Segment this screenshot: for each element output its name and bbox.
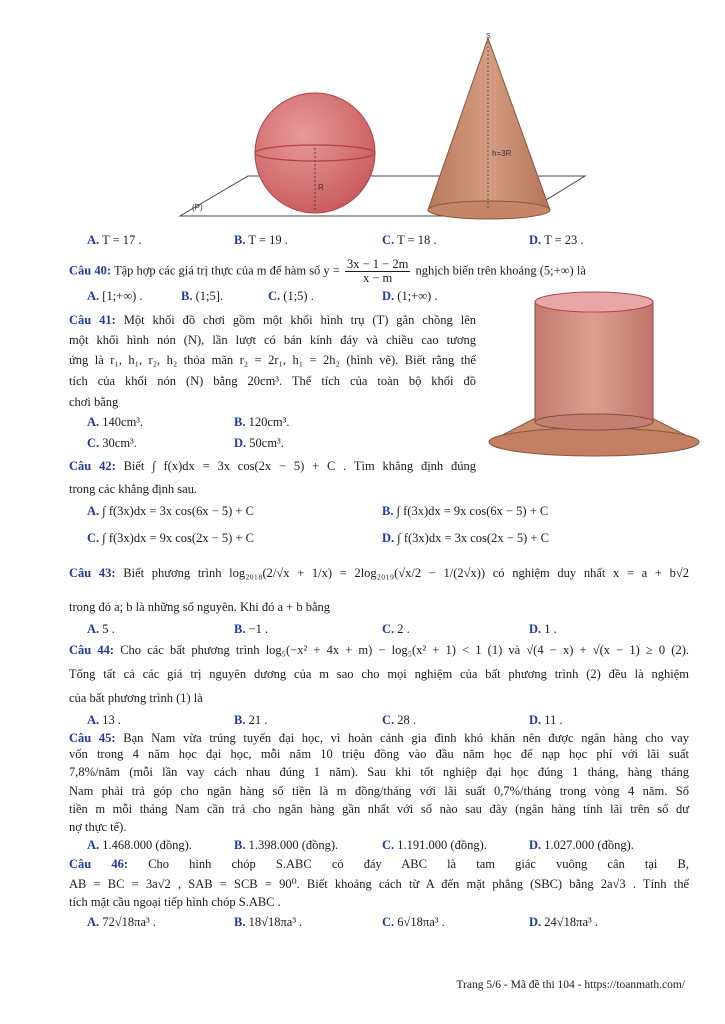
q44-line-3: của bất phương trình (1) là (69, 691, 203, 705)
q43-option-c[interactable]: C. 2 . (382, 622, 410, 636)
cylinder-cone-figure (485, 290, 703, 460)
q42-option-a[interactable]: A. ∫ f(3x)dx = 3x cos(6x − 5) + C (87, 504, 254, 518)
q41-option-b[interactable]: B. 120cm³. (234, 415, 290, 429)
q39-option-b[interactable]: B. T = 19 . (234, 233, 288, 247)
q43-line-1: Câu 43: Biết phương trình log₂₀₁₈(2/√x + 1/x) = 2log₂₀₁₉(√x/2 − 1/(2√x)) có nghiệm duy nhất x = a + b√2 (69, 566, 689, 580)
q44-line-2: Tổng tất cả các giá trị nguyên dương của m sao cho mọi nghiệm của bất phương trình (2) đều là nghiệm (69, 667, 689, 681)
q40-option-b[interactable]: B. (1;5]. (181, 289, 224, 303)
q41-line-2: một khối hình nón (N), lần lượt có bán kính đáy và chiều cao tương (69, 333, 476, 347)
q40-option-d[interactable]: D. (1;+∞) . (382, 289, 438, 303)
q44-option-c[interactable]: C. 28 . (382, 713, 417, 727)
q44-option-b[interactable]: B. 21 . (234, 713, 268, 727)
q41-line-3: ứng là r₁, h₁, r₂, h₂ thỏa mãn r₂ = 2r₁, h₁ = 2h₂ (hình vẽ). Biết rằng thể (69, 353, 476, 367)
q44-line-1: Câu 44: Cho các bất phương trình log₅(−x² + 4x + m) − log₅(x² + 1) < 1 (1) và √(4 − x) + √(x − 1) ≥ 0 (2). (69, 643, 689, 657)
q42-line-2: trong các khẳng định sau. (69, 482, 198, 496)
q46-line-3: tích mặt cầu ngoại tiếp hình chóp S.ABC . (69, 895, 281, 909)
q44-option-d[interactable]: D. 11 . (529, 713, 563, 727)
q41-line-1: Câu 41: Một khối đồ chơi gồm một khối hình trụ (T) gắn chồng lên (69, 313, 476, 327)
q45-option-a[interactable]: A. 1.468.000 (đồng). (87, 838, 192, 852)
q45-line-6: nợ thực tế). (69, 820, 127, 834)
plane-label: (P) (192, 203, 203, 212)
q41-option-d[interactable]: D. 50cm³. (234, 436, 284, 450)
q43-line-2: trong đó a; b là những số nguyên. Khi đó a + b bằng (69, 600, 331, 614)
q46-option-a[interactable]: A. 72√18πa³ . (87, 915, 156, 929)
q42-option-c[interactable]: C. ∫ f(3x)dx = 9x cos(2x − 5) + C (87, 531, 254, 545)
q46-line-1: Câu 46: Cho hình chóp S.ABC có đáy ABC là tam giác vuông cân tại B, (69, 857, 689, 871)
q41-option-c[interactable]: C. 30cm³. (87, 436, 137, 450)
radius-label: R (318, 183, 324, 192)
cylinder (535, 302, 653, 422)
q41-line-5: chơi bằng (69, 395, 119, 409)
q45-line-2: vốn trong 4 năm học đại học, mỗi năm 10 triệu đồng vào đầu năm học để nạp học phí với lãi suất (69, 747, 689, 761)
q45-line-1: Câu 45: Bạn Nam vừa trúng tuyển đại học, vì hoàn cảnh gia đình khó khăn nên được ngân hàng cho vay (69, 731, 689, 745)
q46-option-c[interactable]: C. 6√18πa³ . (382, 915, 445, 929)
q45-line-5: tiền m mỗi tháng Nam cần trả cho ngân hàng gần nhất với số nào sau đây (ngân hàng tính lãi trên số dư (69, 802, 689, 816)
q46-line-2: AB = BC = 3a√2 , SAB = SCB = 90⁰. Biết khoảng cách từ A đến mặt phẳng (SBC) bằng 2a√3 . Tính thể (69, 877, 689, 891)
page-footer: Trang 5/6 - Mã đề thi 104 - https://toanmath.com/ (456, 979, 685, 991)
q40-stem: Câu 40: Tập hợp các giá trị thực của m để hàm số y = $\frac{3x - 1 - 2m}{x - m}$ nghịch biến trên khoảng (5;+∞) là (69, 257, 586, 285)
q39-option-d[interactable]: D. T = 23 . (529, 233, 584, 247)
height-label: h=3R (492, 149, 512, 158)
q45-option-d[interactable]: D. 1.027.000 (đồng). (529, 838, 634, 852)
q43-option-a[interactable]: A. 5 . (87, 622, 115, 636)
q43-option-b[interactable]: B. −1 . (234, 622, 269, 636)
q45-line-3: 7,8%/năm (mỗi lần vay cách nhau đúng 1 năm). Sau khi tốt nghiệp đại học đúng 1 tháng, hàng tháng (69, 765, 689, 779)
q41-option-a[interactable]: A. 140cm³. (87, 415, 144, 429)
q40-option-a[interactable]: A. [1;+∞) . (87, 289, 143, 303)
q46-option-b[interactable]: B. 18√18πa³ . (234, 915, 303, 929)
q42-line-1: Câu 42: Biết ∫ f(x)dx = 3x cos(2x − 5) + C . Tìm khẳng định đúng (69, 459, 476, 473)
q44-option-a[interactable]: A. 13 . (87, 713, 122, 727)
apex-label: S (486, 33, 491, 40)
q42-option-d[interactable]: D. ∫ f(3x)dx = 3x cos(2x − 5) + C (382, 531, 549, 545)
sphere-cone-figure (170, 28, 600, 228)
q39-option-c[interactable]: C. T = 18 . (382, 233, 437, 247)
q45-option-c[interactable]: C. 1.191.000 (đồng). (382, 838, 487, 852)
q45-line-4: Nam phải trả góp cho ngân hàng số tiền là m đồng/tháng với lãi suất 0,7%/tháng trong vòng 4 năm. Số (69, 784, 689, 798)
q41-line-4: tích của khối nón (N) bằng 20cm³. Thể tích của toàn bộ khối đồ (69, 374, 476, 388)
q43-option-d[interactable]: D. 1 . (529, 622, 557, 636)
q45-option-b[interactable]: B. 1.398.000 (đồng). (234, 838, 339, 852)
cone (428, 38, 550, 210)
q46-option-d[interactable]: D. 24√18πa³ . (529, 915, 598, 929)
q39-option-a[interactable]: A. T = 17 . (87, 233, 142, 247)
q42-option-b[interactable]: B. ∫ f(3x)dx = 9x cos(6x − 5) + C (382, 504, 549, 518)
q40-option-c[interactable]: C. (1;5) . (268, 289, 314, 303)
